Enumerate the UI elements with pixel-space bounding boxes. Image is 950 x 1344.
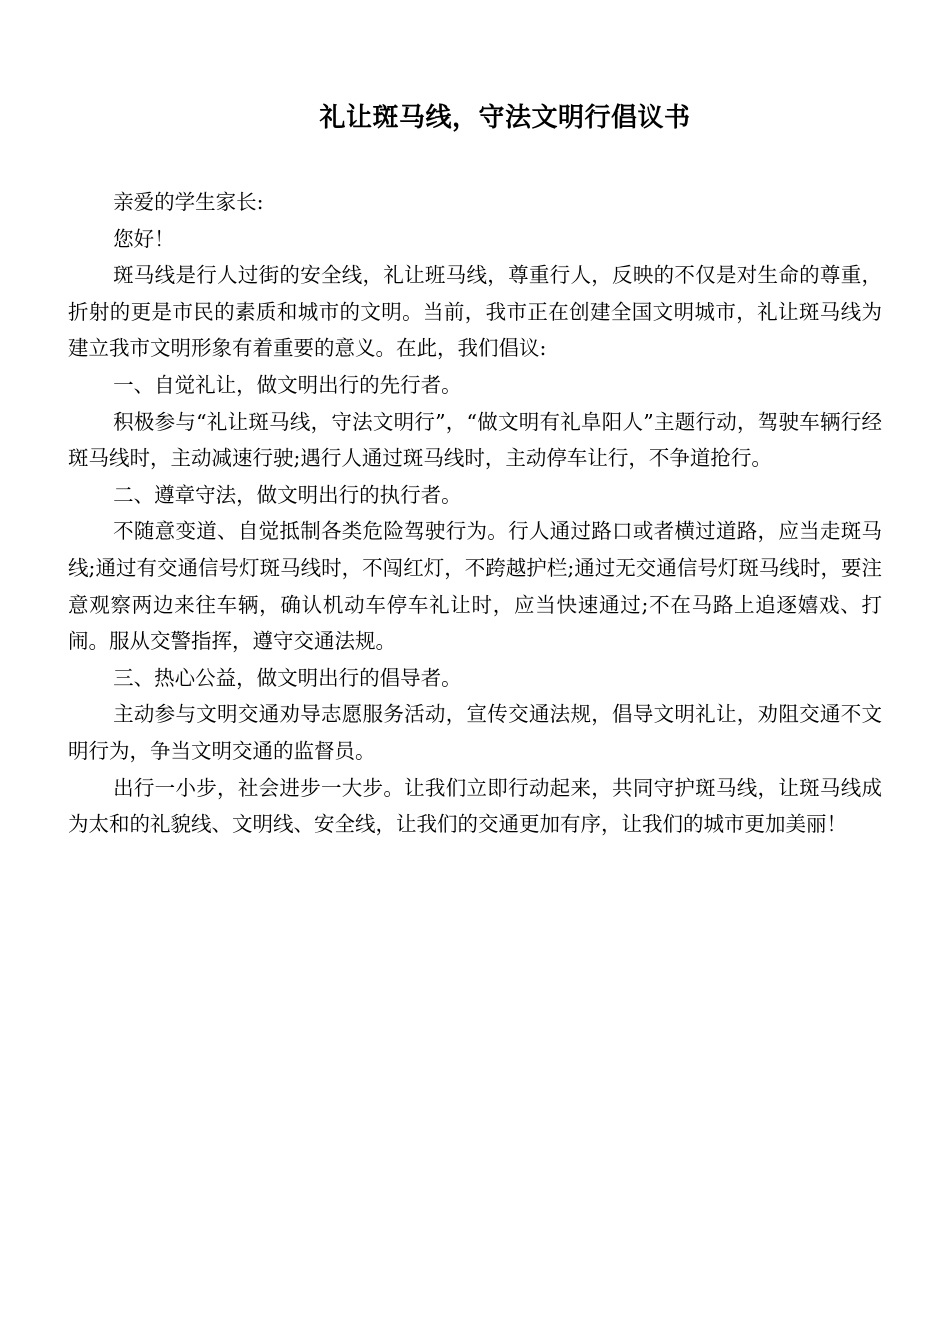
salutation: 亲爱的学生家长: [113, 190, 264, 214]
greeting: 您好！ [113, 226, 175, 251]
document-body [68, 184, 882, 843]
section-heading-2: 二、遵章守法，做文明出行的执行者。 [113, 482, 462, 507]
paragraph-intro: 斑马线是行人过街的安全线，礼让班马线，尊重行人，反映的不仅是对生命的尊重，折射的更是市民的素质和城市的文明。当前，我市正在创建全国文明城市，礼让斑马线为建立我市文明形象有着重要的意义。在此，我们倡议: [68, 263, 882, 361]
paragraph-closing: 出行一小步，社会进步一大步。让我们立即行动起来，共同守护斑马线，让斑马线成为太和的礼貌线、文明线、安全线，让我们的交通更加有序，让我们的城市更加美丽！ [68, 775, 882, 837]
section-heading-3: 三、热心公益，做文明出行的倡导者。 [113, 665, 462, 690]
paragraph-section-2: 不随意变道、自觉抵制各类危险驾驶行为。行人通过路口或者横过道路，应当走斑马线;通过有交通信号灯斑马线时，不闯红灯，不跨越护栏;通过无交通信号灯斑马线时，要注意观察两边来往车辆，确认机动车停车礼让时，应当快速通过;不在马路上追逐嬉戏、打闹。服从交警指挥，遵守交通法规。 [68, 519, 882, 654]
section-heading-1: 一、自觉礼让，做文明出行的先行者。 [113, 372, 462, 397]
paragraph-section-3: 主动参与文明交通劝导志愿服务活动，宣传交通法规，倡导文明礼让，劝阻交通不文明行为，争当文明交通的监督员。 [68, 702, 882, 763]
paragraph-section-1: 积极参与“礼让斑马线，守法文明行”，“做文明有礼阜阳人”主题行动，驾驶车辆行经斑马线时，主动减速行驶;遇行人通过斑马线时，主动停车让行，不争道抢行。 [68, 409, 882, 471]
document-title: 礼让斑马线，守法文明行倡议书 [319, 103, 691, 133]
